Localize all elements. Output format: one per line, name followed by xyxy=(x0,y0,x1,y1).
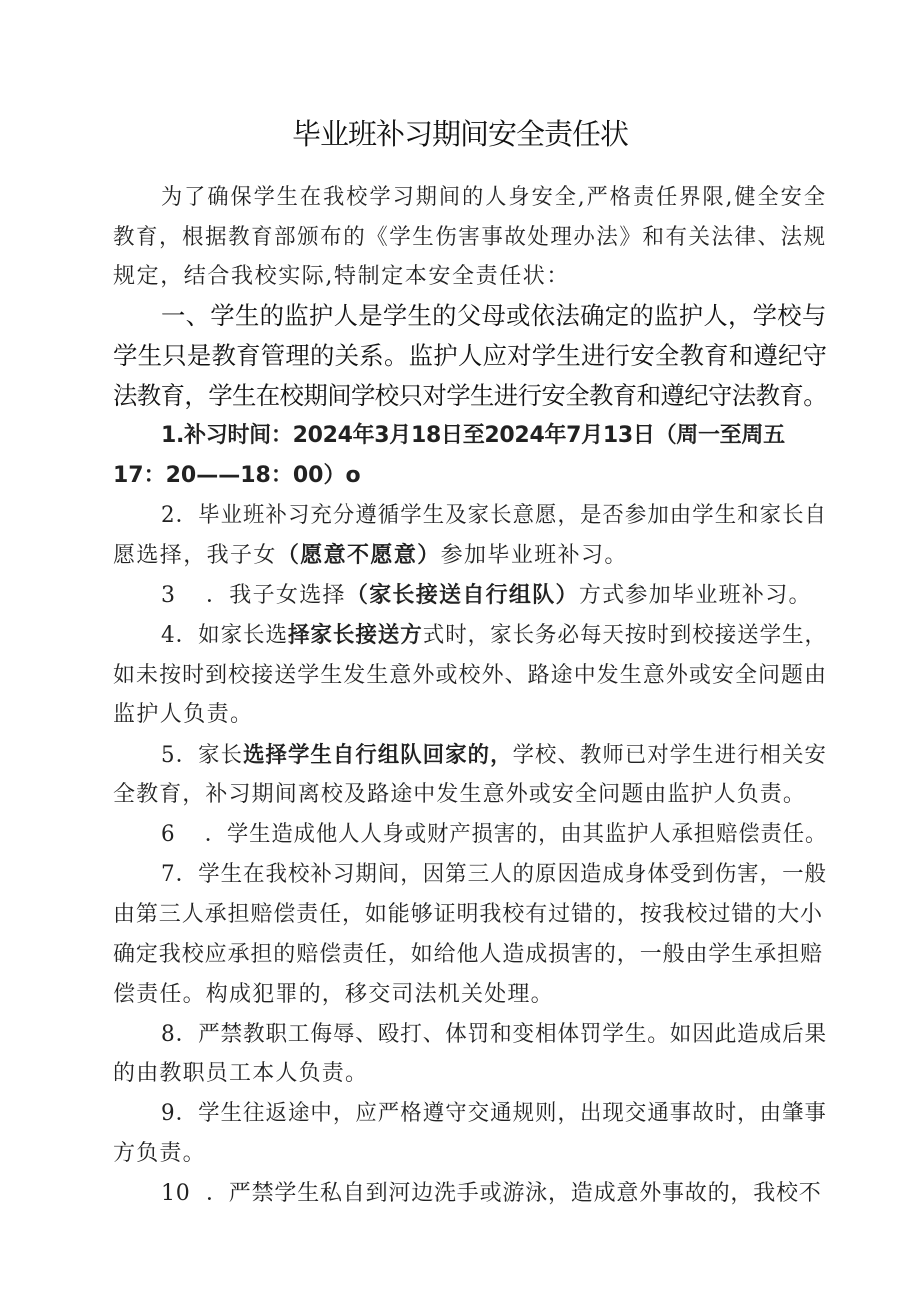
item4-line-3: 监护人负责。 xyxy=(113,702,254,727)
item3-number: 3 xyxy=(161,583,177,608)
item2-line-1: 2．毕业班补习充分遵循学生及家长意愿，是否参加由学生和家长自 xyxy=(161,503,827,528)
item2-text-post: 参加毕业班补习。 xyxy=(440,543,628,568)
item4-text-pre: 4．如家长选 xyxy=(161,623,288,648)
item6-line xyxy=(161,820,827,850)
item10-number: 10 xyxy=(161,1181,191,1206)
item3-line xyxy=(161,581,812,611)
document-title: 毕业班补习期间安全责任状 xyxy=(291,117,628,151)
item1-line-1: 1.补习时间：2024年3月18日至2024年7月13日（周一至周五 xyxy=(161,423,785,448)
item9-line-2: 方负责。 xyxy=(113,1141,206,1166)
item2-text-pre: 愿选择，我子女 xyxy=(113,543,277,568)
item3-text-bold: （家长接送自行组队） xyxy=(345,583,579,608)
intro-line-1: 为了确保学生在我校学习期间的人身安全,严格责任界限,健全安全 xyxy=(161,185,827,210)
item7-line-3: 确定我校应承担的赔偿责任，如给他人造成损害的，一般由学生承担赔 xyxy=(113,942,823,967)
item7-line-2: 由第三人承担赔偿责任，如能够证明我校有过错的，按我校过错的大小 xyxy=(113,902,823,927)
item10-line xyxy=(161,1179,822,1209)
item2-text-bold: （愿意不愿意） xyxy=(276,543,441,568)
item6-number: 6 xyxy=(161,822,176,847)
item10-text: ．严禁学生私自到河边洗手或游泳，造成意外事故的，我校不 xyxy=(206,1181,822,1206)
item5-text-bold: 选择学生自行组队回家的， xyxy=(243,743,513,768)
item4-line-2: 如未按时到校接送学生发生意外或校外、路途中发生意外或安全问题由 xyxy=(113,663,828,688)
item4-line-1 xyxy=(161,621,827,651)
item2-line-2 xyxy=(113,541,628,571)
item4-text-bold: 择家长接送方 xyxy=(287,623,423,648)
item5-text-post: 学校、教师已对学生进行相关安 xyxy=(512,743,828,768)
item7-line-4: 偿责任。构成犯罪的，移交司法机关处理。 xyxy=(113,982,554,1007)
item5-line-2: 全教育，补习期间离校及路途中发生意外或安全问题由监护人负责。 xyxy=(113,782,807,807)
section1-line-2: 学生只是教育管理的关系。监护人应对学生进行安全教育和遵纪守 xyxy=(113,341,828,370)
item4-text-post: 式时，家长务必每天按时到校接送学生， xyxy=(422,623,828,648)
item3-text-post: 方式参加毕业班补习。 xyxy=(578,583,812,608)
item3-text-pre: ．我子女选择 xyxy=(206,583,346,608)
item8-line-1: 8．严禁教职工侮辱、殴打、体罚和变相体罚学生。如因此造成后果 xyxy=(161,1022,827,1047)
item9-line-1: 9．学生往返途中，应严格遵守交通规则，出现交通事故时，由肇事 xyxy=(161,1101,827,1126)
intro-line-3: 规定，结合我校实际,特制定本安全责任状： xyxy=(113,264,570,289)
section1-line-1: 一、学生的监护人是学生的父母或依法确定的监护人，学校与 xyxy=(161,301,827,330)
item5-text-pre: 5．家长 xyxy=(161,743,244,768)
item1-line-2: 17：20——18：00）o xyxy=(113,463,361,488)
section1-line-3: 法教育，学生在校期间学校只对学生进行安全教育和遵纪守法教育。 xyxy=(113,381,827,410)
item6-text: ．学生造成他人人身或财产损害的，由其监护人承担赔偿责任。 xyxy=(204,822,828,847)
item5-line-1 xyxy=(161,741,827,771)
item7-line-1: 7．学生在我校补习期间，因第三人的原因造成身体受到伤害，一般 xyxy=(161,862,827,887)
item8-line-2: 的由教职员工本人负责。 xyxy=(113,1061,369,1086)
intro-line-2: 教育，根据教育部颁布的《学生伤害事故处理办法》和有关法律、法规 xyxy=(113,225,827,250)
